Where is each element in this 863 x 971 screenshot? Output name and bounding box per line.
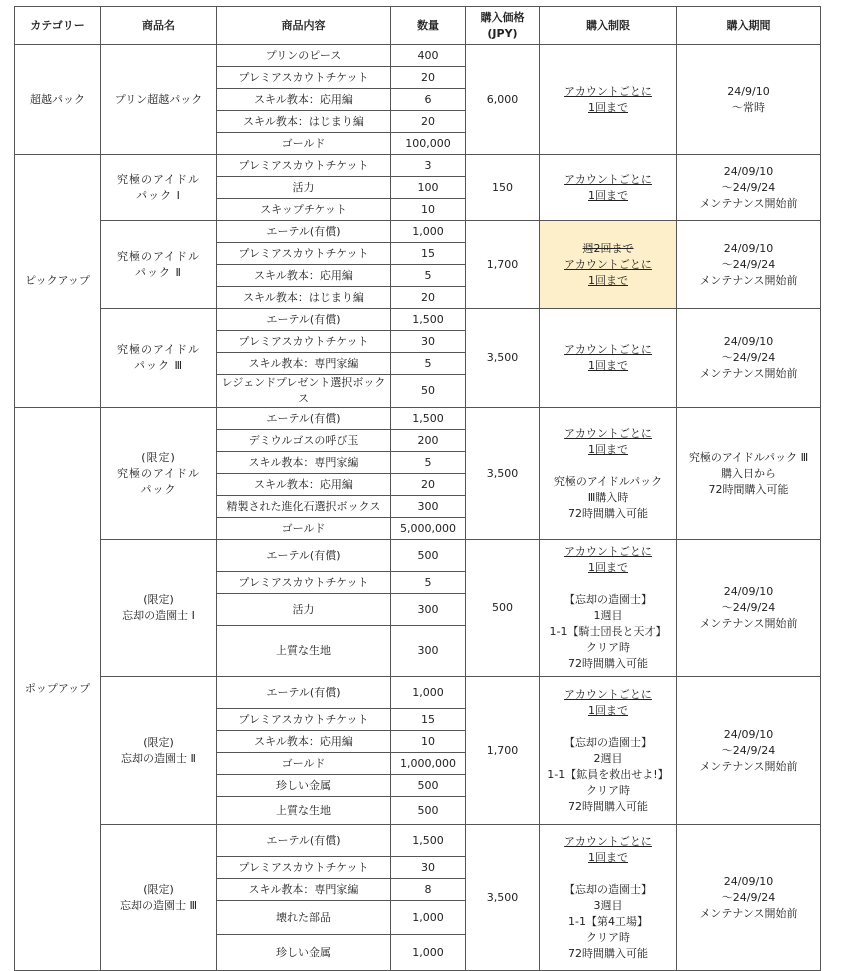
price: 1,700: [466, 677, 540, 825]
item-content: スキル教本：専門家編: [217, 452, 391, 474]
cell-text-line: メンテナンス開始前: [699, 367, 798, 380]
cell-text-line: 24/9/10: [727, 84, 770, 98]
purchase-period: [677, 309, 821, 408]
item-qty: 30: [391, 331, 466, 353]
cell-text-line: 究極のアイドル: [116, 343, 200, 356]
header-row: [15, 7, 821, 45]
item-qty: 3: [391, 155, 466, 177]
cell-text-line: (限定): [143, 882, 174, 896]
item-qty: 200: [391, 430, 466, 452]
cell-text-line: 購入日から: [721, 466, 776, 480]
price: 500: [466, 540, 540, 677]
purchase-limit: [540, 155, 677, 221]
cell-text-line: 24/09/10: [723, 585, 774, 598]
purchase-period: [677, 45, 821, 155]
item-qty: 1,500: [391, 309, 466, 331]
table-row: [15, 221, 821, 243]
cell-text-line: ～24/9/24: [721, 601, 776, 614]
item-qty: 15: [391, 709, 466, 731]
header-period: 購入期間: [677, 7, 821, 45]
item-content: 珍しい金属: [217, 935, 391, 971]
item-content: スキル教本：応用編: [217, 89, 391, 111]
header-qty: 数量: [391, 7, 466, 45]
price: 3,500: [466, 309, 540, 408]
item-content: 上質な生地: [217, 797, 391, 825]
cell-text-line: ～24/9/24: [721, 351, 776, 364]
item-qty: 5: [391, 353, 466, 375]
header-category: カテゴリー: [15, 7, 101, 45]
item-qty: 30: [391, 857, 466, 879]
table-row: [15, 677, 821, 709]
cell-text-line: パック: [140, 482, 177, 496]
item-qty: 5,000,000: [391, 518, 466, 540]
purchase-period: [677, 408, 821, 540]
table-row: [15, 408, 821, 430]
header-content: 商品内容: [217, 7, 391, 45]
item-content: デミウルゴスの呼び玉: [217, 430, 391, 452]
cell-text-line: 購入価格: [480, 10, 525, 24]
price: 3,500: [466, 825, 540, 971]
category-popup: ポップアップ: [15, 408, 101, 971]
price: 6,000: [466, 45, 540, 155]
item-content: スキル教本：専門家編: [217, 353, 391, 375]
item-qty: 20: [391, 67, 466, 89]
cell-text-line: 72時間購入可能: [568, 657, 648, 670]
product-name: [101, 45, 217, 155]
item-content: プレミアスカウトチケット: [217, 67, 391, 89]
cell-text-line: 24/09/10: [723, 874, 774, 888]
product-name: [101, 825, 217, 971]
item-qty: 20: [391, 474, 466, 496]
cell-text-line: 3週目: [593, 898, 623, 912]
item-qty: 500: [391, 797, 466, 825]
item-content: スキル教本：応用編: [217, 731, 391, 753]
cell-text-line: メンテナンス開始前: [699, 759, 798, 773]
item-content: プレミアスカウトチケット: [217, 155, 391, 177]
category-pickup: ピックアップ: [15, 155, 101, 408]
cell-text-line: メンテナンス開始前: [699, 906, 798, 920]
purchase-table: [14, 6, 821, 971]
cell-text-line: 1回まで: [588, 703, 628, 717]
cell-text-line: 究極のアイドルパック Ⅲ: [688, 450, 809, 464]
purchase-period: [677, 155, 821, 221]
cell-text-line: アカウントごとに: [564, 834, 652, 848]
item-content: スキップチケット: [217, 199, 391, 221]
cell-text-line: 24/09/10: [723, 335, 774, 348]
item-content: 活力: [217, 177, 391, 199]
product-name: [101, 221, 217, 309]
item-qty: 1,500: [391, 408, 466, 430]
cell-text-line: クリア時: [586, 783, 630, 797]
item-content: スキル教本：応用編: [217, 265, 391, 287]
cell-text-line: (限定): [143, 593, 174, 606]
header-limit: 購入制限: [540, 7, 677, 45]
cell-text-line: 究極のアイドル: [116, 172, 200, 186]
item-qty: 6: [391, 89, 466, 111]
item-qty: 50: [391, 375, 466, 408]
cell-text-line: ～24/9/24: [721, 257, 776, 271]
item-content: 上質な生地: [217, 626, 391, 677]
cell-text-line: 究極のアイドル: [116, 249, 200, 263]
cell-text-line: 24/09/10: [723, 241, 774, 255]
item-qty: 100: [391, 177, 466, 199]
purchase-limit: [540, 408, 677, 540]
item-content: エーテル(有償): [217, 825, 391, 857]
item-content: 壊れた部品: [217, 901, 391, 935]
item-content: エーテル(有償): [217, 309, 391, 331]
item-content: プレミアスカウトチケット: [217, 243, 391, 265]
item-qty: 5: [391, 452, 466, 474]
cell-text-line: 1回まで: [588, 442, 628, 456]
item-qty: 5: [391, 572, 466, 594]
cell-text-line: アカウントごとに: [564, 257, 652, 271]
cell-text-line: 【忘却の造園士】: [564, 735, 652, 749]
product-name: [101, 155, 217, 221]
table-row: [15, 155, 821, 177]
table-row: [15, 309, 821, 331]
price: 150: [466, 155, 540, 221]
item-content: ゴールド: [217, 133, 391, 155]
cell-text-line: 【忘却の造園士】: [564, 593, 652, 606]
cell-text-line: ～24/9/24: [721, 743, 776, 757]
cell-text-line: 24/09/10: [723, 164, 774, 178]
item-content: プリンのピース: [217, 45, 391, 67]
category-chouetsu: 超越パック: [15, 45, 101, 155]
purchase-limit: [540, 221, 677, 309]
price: 1,700: [466, 221, 540, 309]
cell-text-line: ～常時: [732, 100, 765, 114]
purchase-period: [677, 677, 821, 825]
cell-text-line: (JPY): [487, 26, 518, 40]
item-content: ゴールド: [217, 753, 391, 775]
item-content: プレミアスカウトチケット: [217, 857, 391, 879]
cell-text-line: ～24/9/24: [721, 890, 776, 904]
cell-text-line: 2週目: [593, 751, 623, 765]
item-content: 精製された進化石選択ボックス: [217, 496, 391, 518]
purchase-limit: [540, 825, 677, 971]
cell-text-line: 24/09/10: [723, 727, 774, 741]
cell-text-line: プリン超越パック: [114, 92, 203, 106]
item-qty: 300: [391, 626, 466, 677]
item-qty: 1,000: [391, 935, 466, 971]
cell-text-line: パック Ⅰ: [136, 188, 181, 202]
item-content: エーテル(有償): [217, 677, 391, 709]
purchase-period: [677, 221, 821, 309]
limit-strikethrough: 週2回まで: [582, 241, 634, 255]
item-qty: 1,500: [391, 825, 466, 857]
cell-text-line: 1週目: [593, 609, 623, 622]
item-qty: 500: [391, 540, 466, 572]
cell-text-line: メンテナンス開始前: [699, 617, 798, 630]
cell-text-line: 72時間購入可能: [568, 799, 648, 813]
cell-text-line: 72時間購入可能: [568, 506, 648, 520]
cell-text-line: メンテナンス開始前: [699, 196, 798, 210]
purchase-period: [677, 540, 821, 677]
cell-text-line: パック Ⅱ: [135, 265, 182, 279]
product-name: [101, 540, 217, 677]
purchase-limit: [540, 677, 677, 825]
cell-text-line: アカウントごとに: [564, 545, 652, 558]
cell-text-line: 1回まで: [588, 100, 628, 114]
purchase-period: [677, 825, 821, 971]
table-row: [15, 825, 821, 857]
item-qty: 15: [391, 243, 466, 265]
cell-text-line: 1-1【第4工場】: [568, 914, 648, 928]
cell-text-line: 1回まで: [588, 188, 628, 202]
item-qty: 10: [391, 731, 466, 753]
cell-text-line: 忘却の造園士 Ⅲ: [119, 898, 198, 912]
cell-text-line: 1回まで: [588, 273, 628, 287]
item-content: レジェンドプレゼント選択ボックス: [217, 375, 391, 408]
product-name: [101, 677, 217, 825]
table-row: [15, 45, 821, 67]
header-name: 商品名: [101, 7, 217, 45]
item-qty: 400: [391, 45, 466, 67]
item-qty: 1,000: [391, 677, 466, 709]
cell-text-line: 1-1【鉱員を救出せよ!】: [547, 767, 669, 781]
cell-text-line: アカウントごとに: [564, 426, 652, 440]
cell-text-line: 忘却の造園士 Ⅰ: [122, 609, 195, 622]
cell-text-line: 1回まで: [588, 359, 628, 372]
cell-text-line: 究極のアイドル: [116, 466, 200, 480]
item-qty: 5: [391, 265, 466, 287]
item-content: ゴールド: [217, 518, 391, 540]
cell-text-line: アカウントごとに: [564, 84, 652, 98]
product-name: [101, 408, 217, 540]
purchase-limit: [540, 540, 677, 677]
item-content: スキル教本：専門家編: [217, 879, 391, 901]
purchase-limit: [540, 45, 677, 155]
cell-text-line: アカウントごとに: [564, 343, 652, 356]
item-qty: 8: [391, 879, 466, 901]
item-content: プレミアスカウトチケット: [217, 709, 391, 731]
price: 3,500: [466, 408, 540, 540]
item-content: エーテル(有償): [217, 540, 391, 572]
cell-text-line: (限定): [143, 735, 174, 749]
cell-text-line: メンテナンス開始前: [699, 273, 798, 287]
item-qty: 100,000: [391, 133, 466, 155]
cell-text-line: アカウントごとに: [564, 687, 652, 701]
cell-text-line: Ⅲ購入時: [587, 490, 629, 504]
item-content: エーテル(有償): [217, 221, 391, 243]
item-qty: 20: [391, 111, 466, 133]
purchase-limit: [540, 309, 677, 408]
item-content: プレミアスカウトチケット: [217, 331, 391, 353]
item-qty: 10: [391, 199, 466, 221]
cell-text-line: 【忘却の造園士】: [564, 882, 652, 896]
item-content: プレミアスカウトチケット: [217, 572, 391, 594]
item-qty: 1,000: [391, 221, 466, 243]
cell-text-line: 1回まで: [588, 561, 628, 574]
item-content: スキル教本：応用編: [217, 474, 391, 496]
cell-text-line: (限定): [141, 450, 176, 464]
cell-text-line: 72時間購入可能: [568, 946, 648, 960]
item-qty: 1,000,000: [391, 753, 466, 775]
table-row: [15, 540, 821, 572]
item-content: スキル教本：はじまり編: [217, 111, 391, 133]
header-price: [466, 7, 540, 45]
item-qty: 20: [391, 287, 466, 309]
cell-text-line: 究極のアイドルパック: [553, 474, 663, 488]
cell-text-line: 1回まで: [588, 850, 628, 864]
cell-text-line: ～24/9/24: [721, 180, 776, 194]
item-qty: 300: [391, 594, 466, 626]
cell-text-line: クリア時: [586, 641, 630, 654]
cell-text-line: パック Ⅲ: [133, 359, 184, 372]
cell-text-line: 1-1【騎士団長と天才】: [549, 625, 667, 638]
item-content: スキル教本：はじまり編: [217, 287, 391, 309]
cell-text-line: 72時間購入可能: [708, 482, 789, 496]
cell-text-line: アカウントごとに: [564, 172, 652, 186]
product-name: [101, 309, 217, 408]
item-qty: 500: [391, 775, 466, 797]
item-qty: 1,000: [391, 901, 466, 935]
cell-text-line: クリア時: [586, 930, 630, 944]
item-qty: 300: [391, 496, 466, 518]
cell-text-line: 忘却の造園士 Ⅱ: [121, 751, 196, 765]
item-content: 活力: [217, 594, 391, 626]
item-content: エーテル(有償): [217, 408, 391, 430]
item-content: 珍しい金属: [217, 775, 391, 797]
